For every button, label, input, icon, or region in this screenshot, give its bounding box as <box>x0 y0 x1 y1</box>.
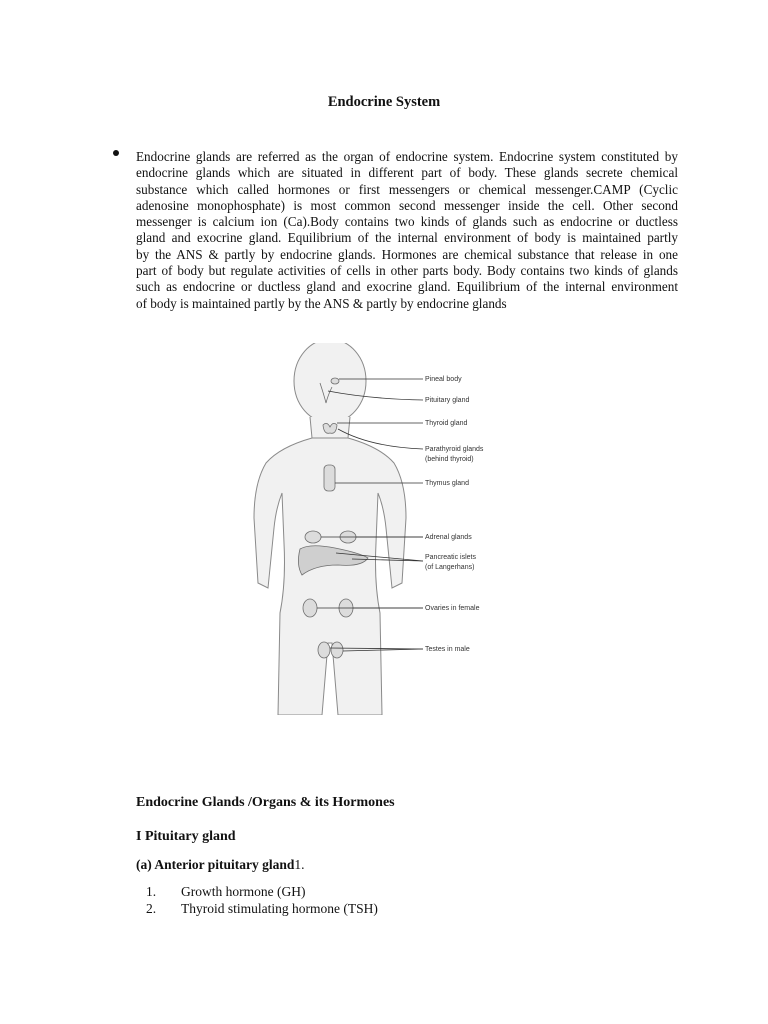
paragraph-line: Endocrine glands are referred as the organ of endocrine system. Endocrine system constituted by <box>136 149 678 164</box>
label-pineal: Pineal body <box>425 376 462 383</box>
intro-paragraph <box>136 149 678 312</box>
paragraph-line: endocrine glands which are situated in different part of body. These glands secrete chemical <box>136 165 678 181</box>
endocrine-body-diagram <box>240 343 490 715</box>
label-ovaries: Ovaries in female <box>425 605 480 612</box>
anterior-pituitary-heading <box>136 857 305 873</box>
testis-right <box>331 642 343 658</box>
label-thymus: Thymus gland <box>425 480 469 487</box>
list-item-text: Growth hormone (GH) <box>181 884 306 899</box>
list-item-number: 2. <box>146 901 157 916</box>
label-adrenal: Adrenal glands <box>425 534 472 541</box>
page-title: Endocrine System <box>327 94 441 110</box>
paragraph-line: adenosine monophosphate) is most common second messenger inside the cell. Other second <box>136 197 678 213</box>
list-item <box>146 883 378 900</box>
label-parathyroid-note: (behind thyroid) <box>425 456 474 463</box>
label-pancreatic: Pancreatic islets <box>425 554 476 561</box>
bullet-icon <box>113 150 119 156</box>
list-item-text: Thyroid stimulating hormone (TSH) <box>181 901 378 916</box>
ovary-left <box>303 599 317 617</box>
label-testes: Testes in male <box>425 646 470 653</box>
hormone-list <box>146 883 378 917</box>
paragraph-line: of body is maintained partly by the ANS & partly by endocrine glands <box>136 295 507 311</box>
label-pancreatic-note: (of Langerhans) <box>425 564 475 571</box>
paragraph-line: substance which called hormones or first messengers or chemical messenger.CAMP (Cyclic <box>136 181 678 197</box>
testis-left <box>318 642 330 658</box>
paragraph-line: gland and exocrine gland. Equilibrium of the internal environment of body is maintained partly <box>136 230 678 246</box>
anterior-pituitary-title: (a) Anterior pituitary gland <box>136 857 295 872</box>
section-heading: Endocrine Glands /Organs & its Hormones <box>136 795 395 810</box>
label-thyroid: Thyroid gland <box>425 420 468 427</box>
paragraph-line: part of body but regulate activities of cells in other parts body. Body contains two kinds of glands <box>136 263 678 279</box>
adrenal-gland-left <box>305 531 321 543</box>
anterior-pituitary-suffix: 1. <box>294 857 305 872</box>
paragraph-line: such as endocrine or ductless gland and exocrine gland. Equilibrium of the internal environment <box>136 279 678 295</box>
subheading-pituitary: I Pituitary gland <box>136 829 236 844</box>
thymus-gland-shape <box>324 465 335 491</box>
list-item-number: 1. <box>146 884 157 899</box>
label-parathyroid: Parathyroid glands <box>425 446 484 453</box>
list-item <box>146 900 378 917</box>
paragraph-line: messenger is calcium ion (Ca).Body contains two kinds of glands such as endocrine or ductless <box>136 214 678 230</box>
body-head <box>294 343 366 423</box>
paragraph-line: by the ANS & partly by endocrine glands. Hormones are chemical substance that release in one <box>136 246 678 262</box>
label-pituitary: Pituitary gland <box>425 397 470 404</box>
pineal-gland-shape <box>331 378 339 384</box>
